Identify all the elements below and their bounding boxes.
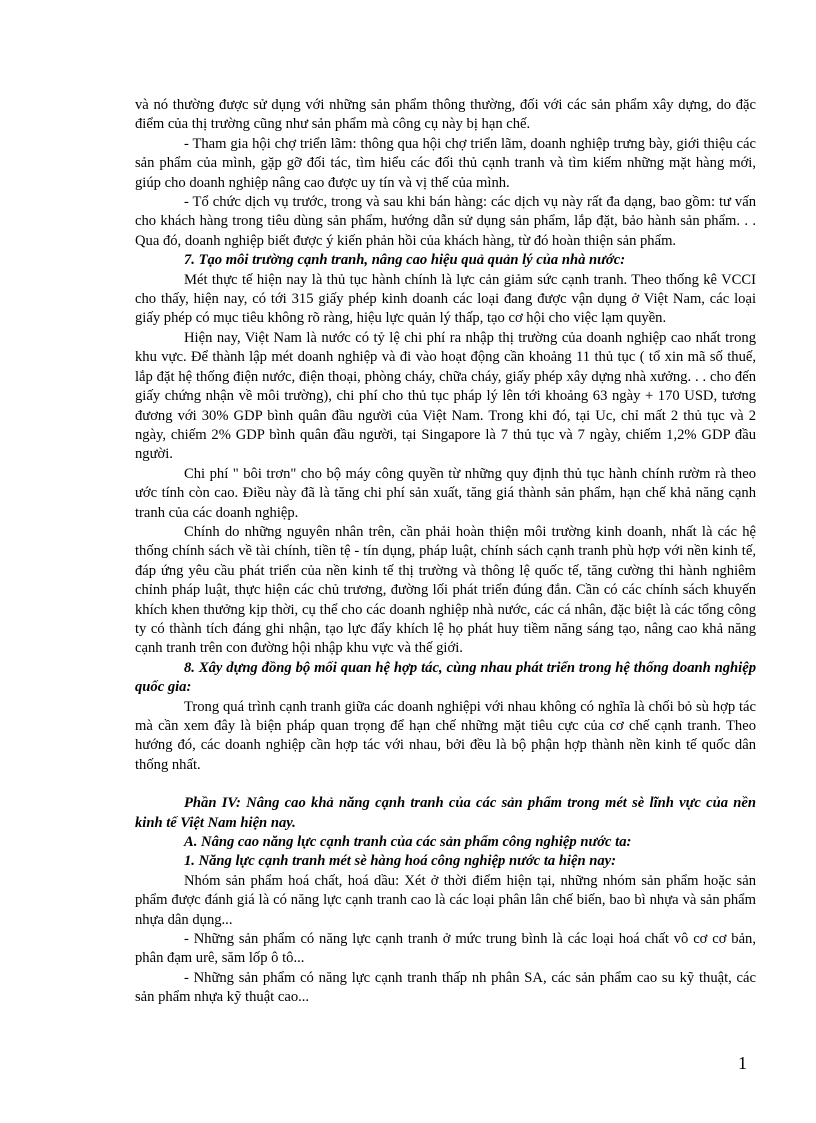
paragraph: Mét thực tế hiện nay là thủ tục hành chính là lực cản giảm sức cạnh tranh. Theo thống kê VCCI cho thấy, hiện nay, có tới 315 giấy phép kinh doanh các loại đang được vận dụng ở Việt Nam, các loại giấy phép có mục tiêu không rõ ràng, hiệu lực quản lý thấp, tạo cơ hội cho việc lạm quyền.: [135, 271, 756, 327]
page-number: 1: [738, 1053, 747, 1073]
paragraph: Chính do những nguyên nhân trên, cần phải hoàn thiện môi trường kinh doanh, nhất là các hệ thống chính sách về tài chính, tiền tệ - tín dụng, pháp luật, chính sách cạnh tranh phù hợp với nền kinh tế, đáp ứng yêu cầu phát triển của nền kinh tế thị trường và thông lệ quốc tế, tăng cường thi hành nghiêm chỉnh pháp luật, thực hiện các chủ trương, đường lối phát triển đúng đắn. Cần có các chính sách khuyến khích khen thưởng kịp thời, cụ thể cho các doanh nghiệp nhà nước, các cá nhân, đặc biệt là các tổng công ty có thành tích đáng ghi nhận, tạo lực đẩy khích lệ họ phát huy tiềm năng sáng tạo, nâng cao khả năng cạnh tranh trên con đường hội nhập khu vực và thế giới.: [135, 523, 756, 657]
paragraph: Hiện nay, Việt Nam là nước có tỷ lệ chi phí ra nhập thị trường của doanh nghiệp cao nhất trong khu vực. Để thành lập mét doanh nghiệp và đi vào hoạt động cần khoảng 11 thủ tục ( tổ xin mã số thuế, lắp đặt hệ thống điện nước, điện thoại, phòng cháy, chữa cháy, giấy phép xây dựng nhà xưởng. . . cho đến giấy chứng nhận về môi trường), chi phí cho thủ tục pháp lý lên tới khoảng 63 ngày + 170 USD, tương đương với 30% GDP bình quân đầu người của Việt Nam. Trong khi đó, tại Uc, chỉ mất 2 thủ tục và 2 ngày, chiếm 2% GDP bình quân đầu người, tại Singapore là 7 thủ tục và 7 ngày, chiếm 1,2% GDP đầu người.: [135, 329, 756, 463]
paragraph: - Những sản phẩm có năng lực cạnh tranh thấp nh phân SA, các sản phẩm cao su kỹ thuật, các sản phẩm nhựa kỹ thuật cao...: [135, 969, 756, 1006]
paragraph: Chi phí " bôi trơn" cho bộ máy công quyền từ những quy định thủ tục hành chính rườm rà theo ước tính còn cao. Điều này đã là tăng chi phí sản xuất, tăng giá thành sản phẩm, hạn chế khả năng cạnh tranh của các doanh nghiệp.: [135, 465, 756, 521]
paragraph: - Những sản phẩm có năng lực cạnh tranh ở mức trung bình là các loại hoá chất vô cơ cơ bản, phân đạm urê, săm lốp ô tô...: [135, 931, 756, 967]
paragraph: Nhóm sản phẩm hoá chất, hoá dầu: Xét ở thời điểm hiện tại, những nhóm sản phẩm hoặc sản phẩm được đánh giá là có năng lực cạnh tranh cao là các loại phân lân chế biến, bao bì nhựa và sản phẩm nhựa dân dụng...: [135, 872, 756, 928]
part-heading: Phần IV: Nâng cao khả năng cạnh tranh của các sản phẩm trong mét sè lĩnh vực của nền kinh tế Việt Nam hiện nay.: [135, 795, 756, 831]
paragraph: Trong quá trình cạnh tranh giữa các doanh nghiệpi với nhau không có nghĩa là chối bỏ sù hợp tác mà cần xem đây là biện pháp quan trọng để hạn chế những mặt tiêu cực của cơ chế cạnh tranh. Theo hướng đó, các doanh nghiệp cần hợp tác với nhau, bởi đều là bộ phận hợp thành nền kinh tế quốc dân thống nhất.: [135, 698, 756, 773]
paragraph: và nó thường được sử dụng với những sản phẩm thông thường, đối với các sản phẩm xây dựng, do đặc điểm của thị trường cũng như sản phẩm mà công cụ này bị hạn chế.: [135, 97, 756, 133]
paragraph: - Tổ chức dịch vụ trước, trong và sau khi bán hàng: các dịch vụ này rất đa dạng, bao gồm: tư vấn cho khách hàng trong tiêu dùng sản phẩm, hướng dẫn sử dụng sản phẩm, lắp đặt, bảo hành sản phẩm. . . Qua đó, doanh nghiệp biết được ý kiến phản hồi của khách hàng, từ đó hoàn thiện sản phẩm.: [135, 194, 756, 249]
subsection-heading: A. Nâng cao năng lực cạnh tranh của các sản phẩm công nghiệp nước ta:: [184, 834, 632, 851]
section-heading: 8. Xây dựng đồng bộ mối quan hệ hợp tác, cùng nhau phát triển trong hệ thống doanh nghiệp quốc gia:: [135, 659, 756, 696]
document-body: [135, 96, 756, 1008]
subsection-heading: 1. Năng lực cạnh tranh mét sè hàng hoá công nghiệp nước ta hiện nay:: [184, 853, 616, 870]
paragraph: - Tham gia hội chợ triển lãm: thông qua hội chợ triển lãm, doanh nghiệp trưng bày, giới thiệu các sản phẩm của mình, gặp gỡ đối tác, tìm hiểu các đối thủ cạnh tranh và tìm kiếm những mặt hàng mới, giúp cho doanh nghiệp nâng cao được uy tín và vị thế của mình.: [135, 135, 756, 191]
section-heading: 7. Tạo môi trường cạnh tranh, nâng cao hiệu quả quản lý của nhà nước:: [184, 252, 626, 269]
